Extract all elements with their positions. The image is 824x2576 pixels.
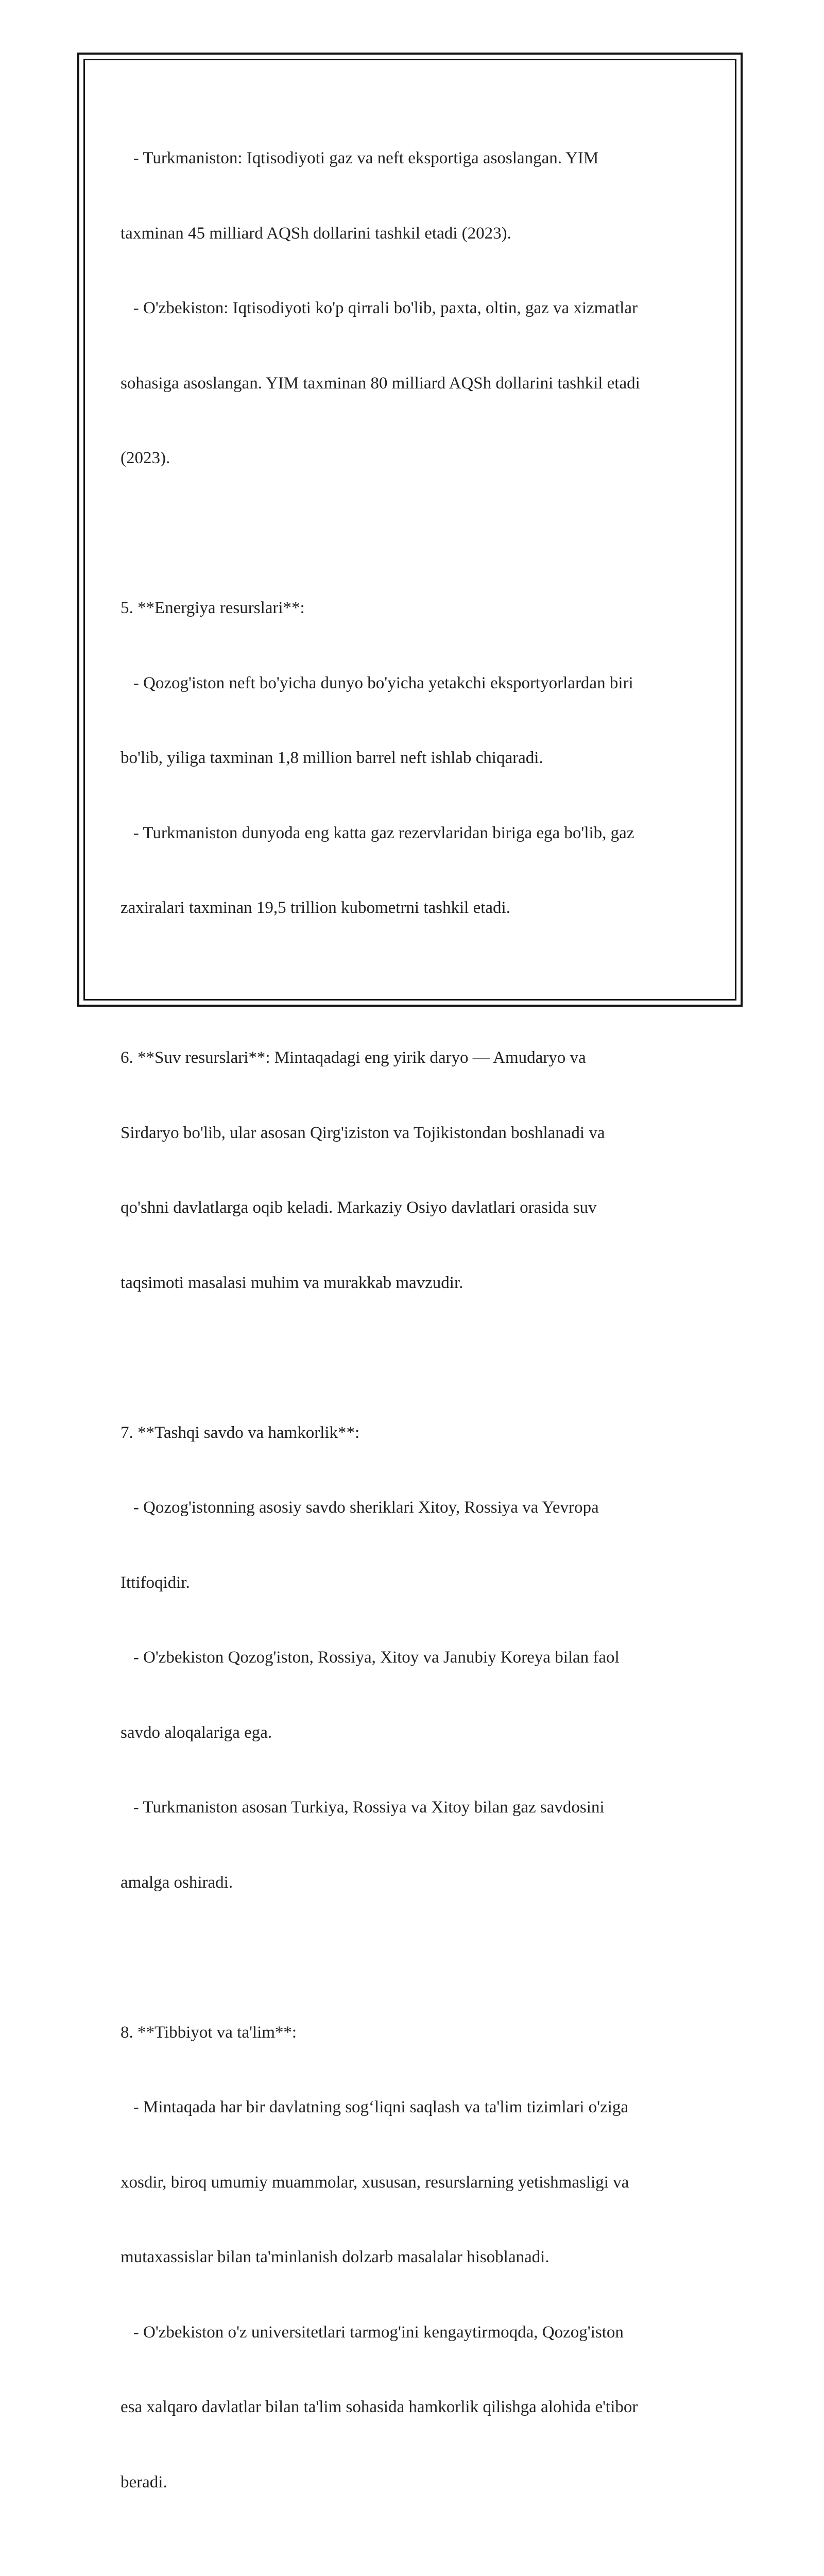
text-line: zaxiralari taxminan 19,5 trillion kubometrni tashkil etadi.: [121, 899, 510, 917]
text-line: - Turkmaniston asosan Turkiya, Rossiya va Xitoy bilan gaz savdosini: [121, 1798, 605, 1817]
text-line: mutaxassislar bilan ta'minlanish dolzarb masalalar hisoblanadi.: [121, 2248, 550, 2266]
text-line: taqsimoti masalasi muhim va murakkab mavzudir.: [121, 1273, 464, 1292]
text-line: - Mintaqada har bir davlatning sog‘liqni saqlash va ta'lim tizimlari o'ziga: [121, 2098, 629, 2116]
text-line: (2023).: [121, 449, 170, 467]
text-line: taxminan 45 milliard AQSh dollarini tashkil etadi (2023).: [121, 224, 511, 243]
text-line: bo'lib, yiliga taxminan 1,8 million barrel neft ishlab chiqaradi.: [121, 749, 543, 767]
text-line: xosdir, biroq umumiy muammolar, xususan, resurslarning yetishmasligi va: [121, 2173, 629, 2192]
text-line: qo'shni davlatlarga oqib keladi. Markaziy Osiyo davlatlari orasida suv: [121, 1198, 597, 1217]
text-line: - O'zbekiston o'z universitetlari tarmog'ini kengaytirmoqda, Qozog'iston: [121, 2323, 624, 2342]
text-line: - Turkmaniston: Iqtisodiyoti gaz va neft eksportiga asoslangan. YIM: [121, 149, 599, 167]
text-line: esa xalqaro davlatlar bilan ta'lim sohasida hamkorlik qilishga alohida e'tibor: [121, 2398, 638, 2416]
text-line: - Turkmaniston dunyoda eng katta gaz rezervlaridan biriga ega bo'lib, gaz: [121, 823, 634, 842]
document-body: [121, 96, 702, 2576]
section-heading: 5. **Energiya resurslari**:: [121, 599, 305, 617]
text-line: sohasiga asoslangan. YIM taxminan 80 milliard AQSh dollarini tashkil etadi: [121, 374, 640, 393]
text-line: - O'zbekiston Qozog'iston, Rossiya, Xitoy va Janubiy Koreya bilan faol: [121, 1648, 620, 1667]
blank-line: [121, 971, 702, 996]
blank-line: [121, 1345, 702, 1370]
blank-line: [121, 2545, 702, 2570]
section-heading: 7. **Tashqi savdo va hamkorlik**:: [121, 1423, 360, 1442]
text-line: Ittifoqidir.: [121, 1573, 190, 1592]
section-heading: 8. **Tibbiyot va ta'lim**:: [121, 2023, 297, 2042]
text-line: beradi.: [121, 2472, 167, 2492]
text-line: savdo aloqalariga ega.: [121, 1723, 272, 1742]
blank-line: [121, 521, 702, 546]
text-line: - O'zbekiston: Iqtisodiyoti ko'p qirrali bo'lib, paxta, oltin, gaz va xizmatlar: [121, 299, 638, 317]
text-line: - Qozog'iston neft bo'yicha dunyo bo'yicha yetakchi eksportyorlardan biri: [121, 673, 633, 692]
section-heading: 6. **Suv resurslari**: Mintaqadagi eng yirik daryo — Amudaryo va: [121, 1048, 586, 1067]
text-line: amalga oshiradi.: [121, 1873, 233, 1892]
blank-line: [121, 1945, 702, 1970]
text-line: Sirdaryo bo'lib, ular asosan Qirg'iziston va Tojikistondan boshlanadi va: [121, 1123, 605, 1142]
text-line: - Qozog'istonning asosiy savdo sheriklari Xitoy, Rossiya va Yevropa: [121, 1498, 599, 1517]
